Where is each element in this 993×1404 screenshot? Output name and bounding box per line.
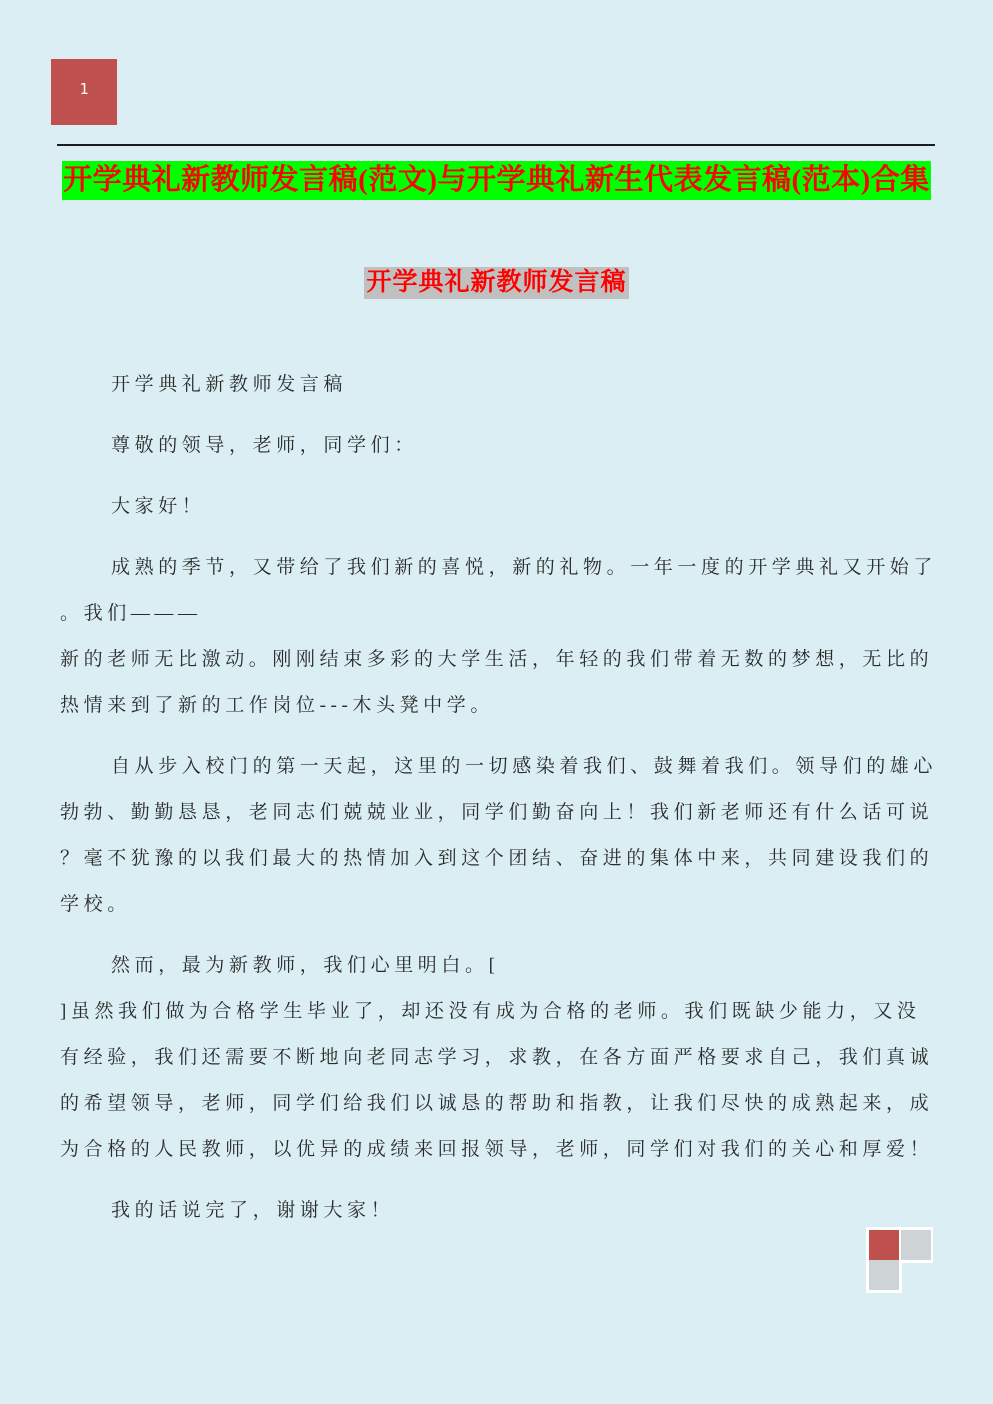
section-subtitle: 开学典礼新教师发言稿 bbox=[364, 267, 628, 299]
text-line: 。我们——— bbox=[60, 603, 202, 624]
text-line: 的希望领导，老师，同学们给我们以诚恳的帮助和指教，让我们尽快的成熟起来，成 bbox=[60, 1093, 934, 1114]
top-left-square bbox=[869, 1230, 899, 1260]
text-line: 自从步入校门的第一天起，这里的一切感染着我们、鼓舞着我们。领导们的雄心 bbox=[111, 756, 938, 777]
paragraph bbox=[60, 362, 950, 408]
paragraph bbox=[60, 1188, 950, 1234]
divider-line bbox=[57, 144, 935, 146]
top-right-square bbox=[901, 1230, 931, 1260]
text-line: 尊敬的领导，老师，同学们： bbox=[111, 435, 418, 456]
title-row bbox=[0, 161, 993, 200]
text-line: 我的话说完了，谢谢大家！ bbox=[111, 1200, 395, 1221]
text-line: 然而，最为新教师，我们心里明白。[ bbox=[111, 955, 500, 976]
text-line: 勃勃、勤勤恳恳，老同志们兢兢业业，同学们勤奋向上！我们新老师还有什么话可说 bbox=[60, 802, 934, 823]
text-line: 开学典礼新教师发言稿 bbox=[111, 374, 348, 395]
paragraph bbox=[60, 484, 950, 530]
document-body bbox=[60, 362, 950, 1249]
bottom-left-square bbox=[869, 1260, 899, 1290]
text-line: 大家好！ bbox=[111, 496, 206, 517]
text-line: 热情来到了新的工作岗位---木头凳中学。 bbox=[60, 695, 494, 716]
paragraph bbox=[60, 545, 950, 729]
text-line: 为合格的人民教师，以优异的成绩来回报领导，老师，同学们对我们的关心和厚爱！ bbox=[60, 1139, 934, 1160]
text-line: 新的老师无比激动。刚刚结束多彩的大学生活，年轻的我们带着无数的梦想，无比的 bbox=[60, 649, 934, 670]
text-line: ]虽然我们做为合格学生毕业了，却还没有成为合格的老师。我们既缺少能力，又没 bbox=[60, 1001, 921, 1022]
text-line: ？毫不犹豫的以我们最大的热情加入到这个团结、奋进的集体中来，共同建设我们的 bbox=[60, 848, 934, 869]
main-title: 开学典礼新教师发言稿(范文)与开学典礼新生代表发言稿(范本)合集 bbox=[62, 161, 931, 200]
text-line: 成熟的季节，又带给了我们新的喜悦，新的礼物。一年一度的开学典礼又开始了 bbox=[111, 557, 938, 578]
paragraph bbox=[60, 744, 950, 928]
page-number-badge: 1 bbox=[51, 59, 117, 125]
paragraph bbox=[60, 423, 950, 469]
paragraph bbox=[60, 943, 950, 1173]
text-line: 学校。 bbox=[60, 894, 131, 915]
footer-logo bbox=[866, 1227, 936, 1297]
subtitle-row bbox=[0, 267, 993, 299]
text-line: 有经验，我们还需要不断地向老同志学习，求教，在各方面严格要求自己，我们真诚 bbox=[60, 1047, 934, 1068]
